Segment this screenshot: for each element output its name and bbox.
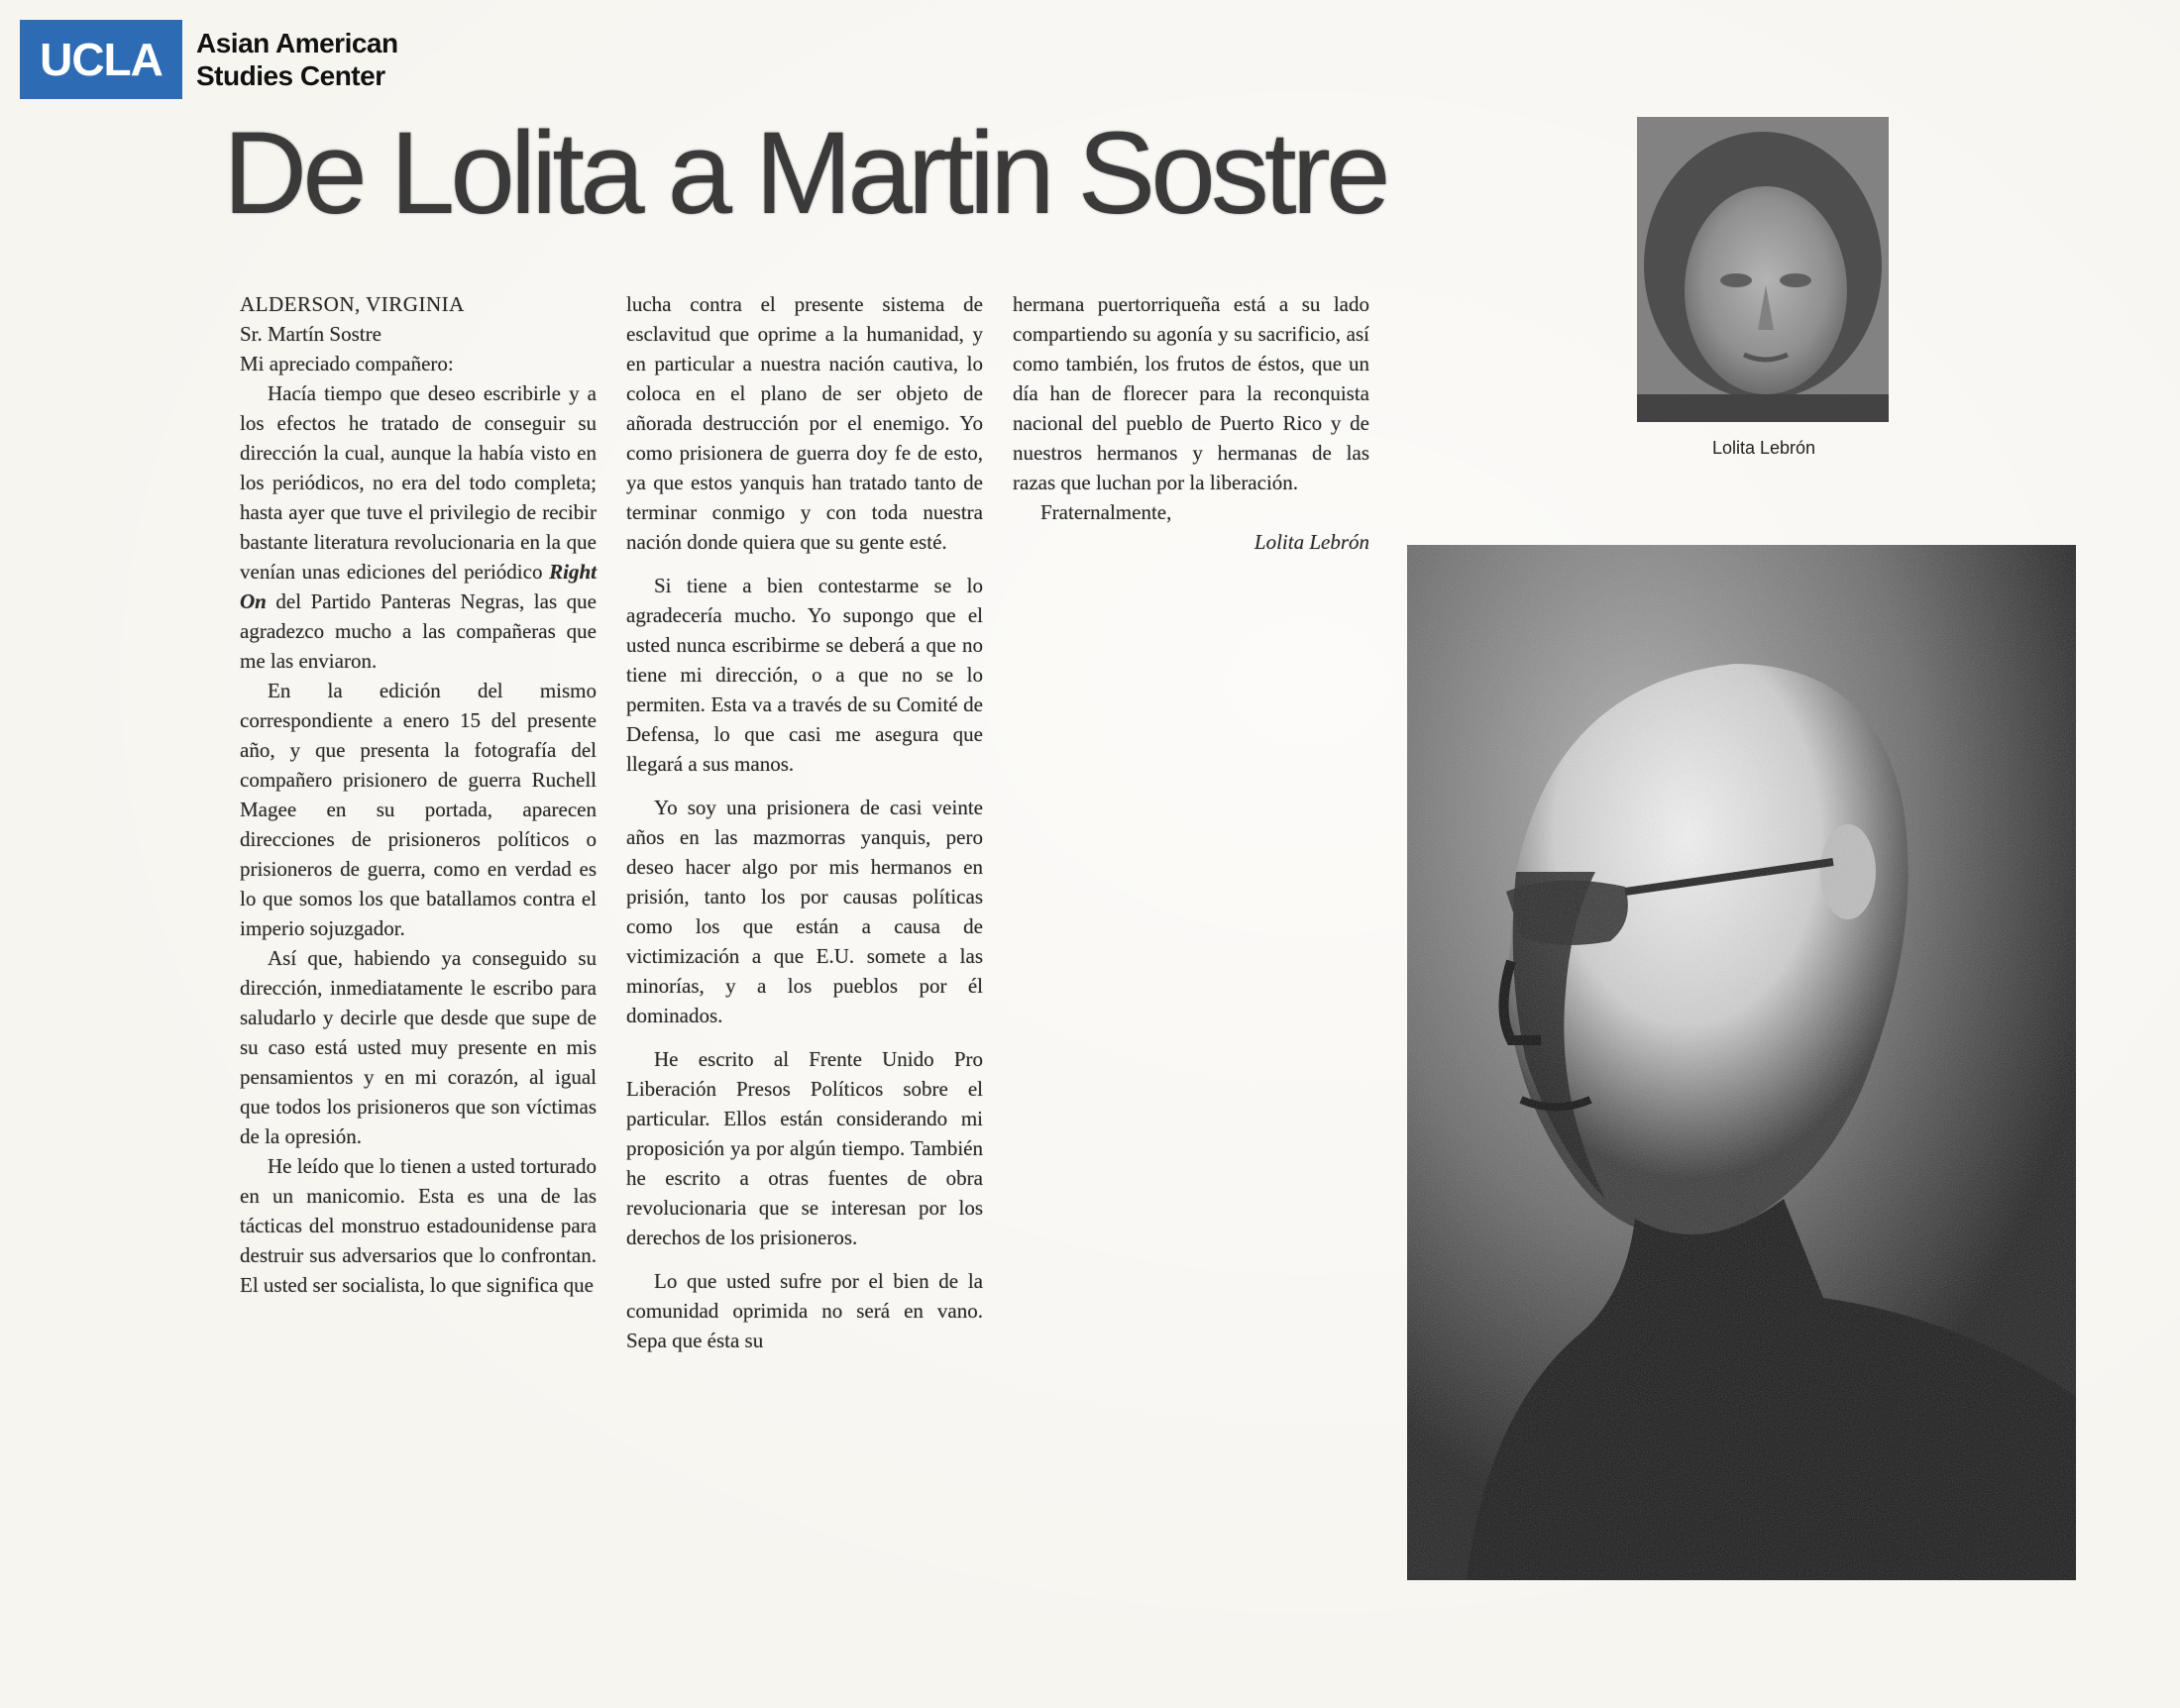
paragraph <box>240 378 597 676</box>
paragraph: hermana puertorriqueña está a su lado compartiendo su agonía y su sacrificio, así como también, los frutos de éstos, que un día han de florecer para la reconquista nacional del pueblo de Puerto Rico y de nuestros hermanos y hermanas de las razas que luchan por la liberación. <box>1013 292 1369 494</box>
logo-line-2: Studies Center <box>196 60 385 91</box>
paragraph: Así que, habiendo ya conseguido su dirección, inmediatamente le escribo para saludarlo y decirle que desde que supe de su caso está usted muy presente en mis pensamientos y en mi corazón, al igual que todos los prisioneros que son víctimas de la opresión. <box>240 946 597 1148</box>
paragraph: lucha contra el presente sistema de esclavitud que oprime a la humanidad, y en particular a nuestra nación cautiva, lo coloca en el plano de ser objeto de añorada destrucción por el enemigo. Yo como prisionera de guerra doy fe de esto, ya que estos yanquis han tratado tanto de terminar conmigo y con toda nuestra nación donde quiera que su gente esté. <box>626 292 983 554</box>
paragraph: Lo que usted sufre por el bien de la comunidad oprimida no será en vano. Sepa que ésta su <box>626 1269 983 1352</box>
ucla-logo <box>20 20 398 99</box>
signature: Lolita Lebrón <box>1254 530 1369 554</box>
newspaper-title: Right On <box>240 560 598 613</box>
small-photo-caption: Lolita Lebrón <box>1711 438 1816 458</box>
paragraph: He escrito al Frente Unido Pro Liberación Presos Políticos sobre el particular. Ellos están considerando mi proposición ya por algún tiempo. También he escrito a otras fuentes de obra revolucionaria que se interesan por los derechos de los prisioneros. <box>626 1047 983 1249</box>
paragraph: Yo soy una prisionera de casi veinte años en las mazmorras yanquis, pero deseo hacer algo por mis hermanos en prisión, tanto los por causas políticas como los que están a causa de victimización a que E.U. somete a las minorías, y a los pueblos por él dominados. <box>626 796 983 1027</box>
logo-line-1: Asian American <box>196 28 398 58</box>
paragraph: He leído que lo tienen a usted torturado en un manicomio. Esta es una de las tácticas del monstruo estadounidense para destruir sus adversarios que lo confrontan. El usted ser socialista, lo que significa que <box>240 1154 597 1297</box>
portrait-small-graphic <box>1637 117 1889 422</box>
portrait-photo-large <box>1407 545 2076 1580</box>
paragraph: En la edición del mismo correspondiente a enero 15 del presente año, y que presenta la fotografía del compañero prisionero de guerra Ruchell Magee en su portada, aparecen direcciones de prisioneros políticos o prisioneros de guerra, como en verdad es lo que somos los que batallamos contra el imperio sojuzgador. <box>240 679 597 940</box>
portrait-photo-small <box>1637 117 1889 422</box>
portrait-large-graphic <box>1407 545 2076 1580</box>
paragraph-text: Hacía tiempo que deseo escribirle y a los efectos he tratado de conseguir su dirección la cual, aunque la había visto en los periódicos, no era del todo completa; hasta ayer que tuve el privilegio de recibir bastante literatura revolucionaria en la que venían unas ediciones del periódico <box>240 381 597 584</box>
closing: Fraternalmente, <box>1040 500 1172 524</box>
article-column-3 <box>1013 289 1369 557</box>
logo-box: UCLA <box>20 20 182 99</box>
paragraph: Si tiene a bien contestarme se lo agradecería mucho. Yo supongo que el usted nunca escribirme se deberá a que no tiene mi dirección, o a que no se lo permiten. Esta va a través de su Comité de Defensa, lo que casi me asegura que llegará a sus manos. <box>626 574 983 776</box>
salutation: Mi apreciado compañero: <box>240 352 454 375</box>
article-column-2 <box>626 289 983 1355</box>
article-headline: De Lolita a Martin Sostre <box>223 108 1386 239</box>
logo-text <box>196 27 398 92</box>
addressee: Sr. Martín Sostre <box>240 322 382 346</box>
paragraph-text: del Partido Panteras Negras, las que agradezco mucho a las compañeras que me las enviaron. <box>240 589 597 673</box>
article-column-1 <box>240 289 597 1300</box>
dateline: ALDERSON, VIRGINIA <box>240 292 465 316</box>
